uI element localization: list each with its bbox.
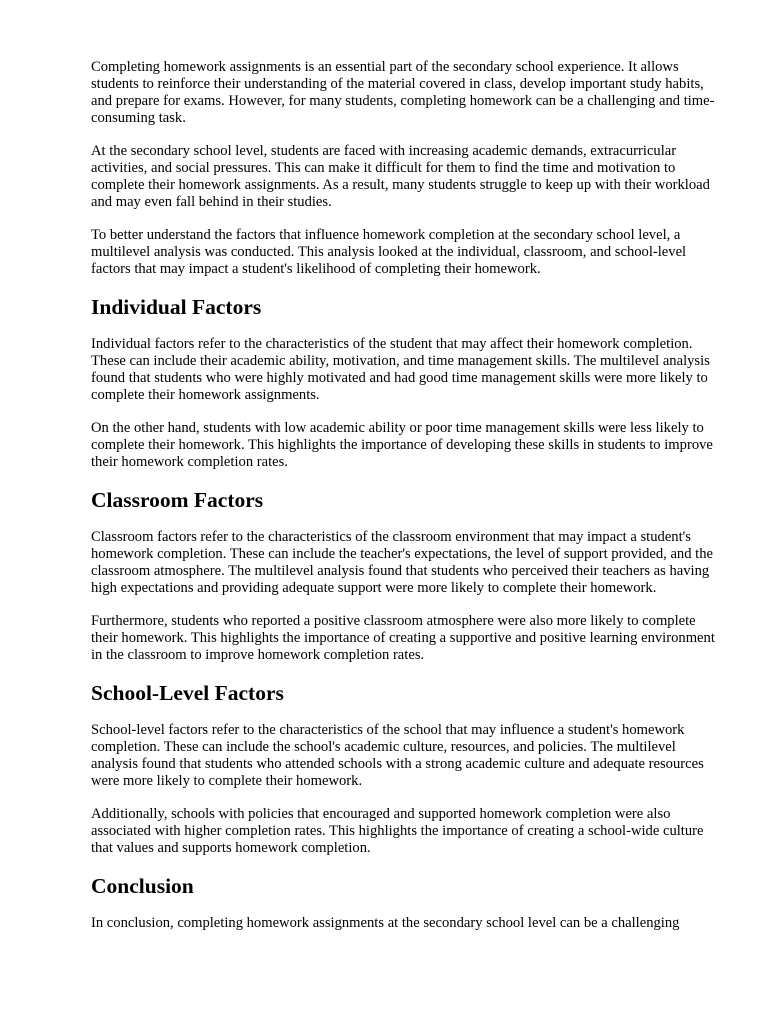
conclusion-paragraph-1: In conclusion, completing homework assignments at the secondary school level can be a challenging [91,915,680,931]
intro-paragraph-3: To better understand the factors that influence homework completion at the secondary school level, a multilevel analysis was conducted. This analysis looked at the individual, classroom, and school-level factors that may impact a student's likelihood of completing their homework. [91,227,687,277]
heading-school-level-factors: School-Level Factors [91,681,284,705]
document-page [91,59,721,948]
classroom-factors-paragraph-2: Furthermore, students who reported a positive classroom atmosphere were also more likely to complete their homework. This highlights the importance of creating a supportive and positive learning environment in the classroom to improve homework completion rates. [91,613,715,663]
classroom-factors-paragraph-1: Classroom factors refer to the characteristics of the classroom environment that may impact a student's homework completion. These can include the teacher's expectations, the level of support provided, and the classroom atmosphere. The multilevel analysis found that students who perceived their teachers as having high expectations and providing adequate support were more likely to complete their homework. [91,529,713,596]
heading-classroom-factors: Classroom Factors [91,488,264,512]
individual-factors-paragraph-2: On the other hand, students with low academic ability or poor time management skills were less likely to complete their homework. This highlights the importance of developing these skills in students to improve their homework completion rates. [91,420,713,470]
heading-conclusion: Conclusion [91,874,194,898]
school-level-factors-paragraph-2: Additionally, schools with policies that encouraged and supported homework completion were also associated with higher completion rates. This highlights the importance of creating a school-wide culture that values and supports homework completion. [91,806,704,856]
individual-factors-paragraph-1: Individual factors refer to the characteristics of the student that may affect their homework completion. These can include their academic ability, motivation, and time management skills. The multilevel analysis found that students who were highly motivated and had good time management skills were more likely to complete their homework assignments. [91,336,710,403]
heading-individual-factors: Individual Factors [91,295,262,319]
intro-paragraph-2: At the secondary school level, students are faced with increasing academic demands, extracurricular activities, and social pressures. This can make it difficult for them to find the time and motivation to complete their homework assignments. As a result, many students struggle to keep up with their workload and may even fall behind in their studies. [91,143,710,210]
school-level-factors-paragraph-1: School-level factors refer to the characteristics of the school that may influence a student's homework completion. These can include the school's academic culture, resources, and policies. The multilevel analysis found that students who attended schools with a strong academic culture and adequate resources were more likely to complete their homework. [91,722,704,789]
intro-paragraph-1: Completing homework assignments is an essential part of the secondary school experience. It allows students to reinforce their understanding of the material covered in class, develop important study habits, and prepare for exams. However, for many students, completing homework can be a challenging and time-consuming task. [91,59,715,126]
